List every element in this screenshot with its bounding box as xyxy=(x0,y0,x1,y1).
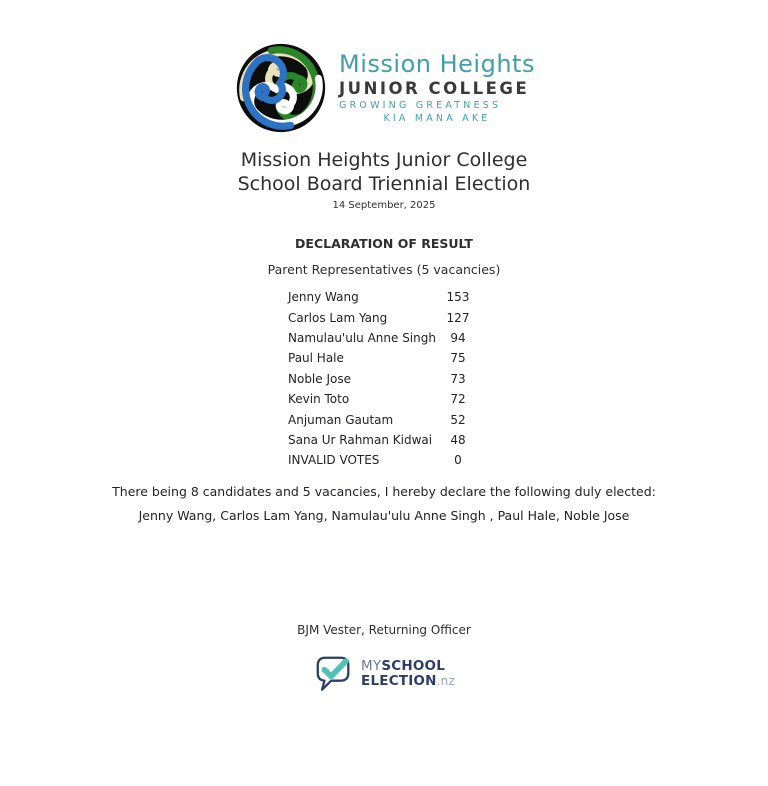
candidate-votes: 73 xyxy=(450,371,466,386)
result-row xyxy=(288,348,480,368)
candidate-name: Anjuman Gautam xyxy=(288,412,394,427)
candidate-votes: 72 xyxy=(450,392,466,407)
candidate-name: Jenny Wang xyxy=(288,290,359,305)
results-table xyxy=(288,287,480,471)
brand-my: MY xyxy=(361,657,382,674)
school-name-line1: Mission Heights xyxy=(339,49,535,78)
declaration-subheading: Parent Representatives (5 vacancies) xyxy=(267,262,501,277)
declaration-paragraph xyxy=(0,480,768,529)
result-row xyxy=(288,430,480,450)
elected-candidates-list: Jenny Wang, Carlos Lam Yang, Namulau'ulu Anne Singh , Paul Hale, Noble Jose xyxy=(138,508,630,524)
school-tagline-line2: KIA MANA AKE xyxy=(383,113,491,125)
declaration-statement: There being 8 candidates and 5 vacancies, I hereby declare the following duly elected: xyxy=(112,483,656,499)
result-row xyxy=(288,307,480,327)
brand-election: ELECTION xyxy=(361,672,437,689)
candidate-name: Noble Jose xyxy=(288,371,351,386)
candidate-votes: 94 xyxy=(450,330,466,345)
result-row xyxy=(288,450,480,470)
candidate-name: Kevin Toto xyxy=(288,392,350,407)
result-row xyxy=(288,287,480,307)
page-title-line1: Mission Heights Junior College xyxy=(240,149,528,171)
brand-wordmark xyxy=(361,659,455,689)
koru-emblem-icon xyxy=(233,40,329,136)
result-row xyxy=(288,389,480,409)
candidate-votes: 75 xyxy=(450,351,466,366)
brand-nz: .nz xyxy=(436,673,455,688)
candidate-votes: 0 xyxy=(454,453,462,468)
brand-school: SCHOOL xyxy=(381,657,446,674)
school-logo xyxy=(0,40,768,136)
result-row xyxy=(288,328,480,348)
page-title xyxy=(0,149,768,196)
returning-officer-line: BJM Vester, Returning Officer xyxy=(297,622,471,637)
candidate-name: Namulau'ulu Anne Singh xyxy=(288,330,436,345)
school-tagline-line1: GROWING GREATNESS xyxy=(339,100,502,112)
declaration-of-result-page xyxy=(0,40,768,786)
election-date: 14 September, 2025 xyxy=(332,200,436,211)
brand-line1 xyxy=(361,659,455,674)
candidate-name: Paul Hale xyxy=(288,351,344,366)
result-row xyxy=(288,369,480,389)
school-name-line2: JUNIOR COLLEGE xyxy=(339,78,530,98)
candidate-name: Sana Ur Rahman Kidwai xyxy=(288,432,433,447)
brand-line2 xyxy=(361,674,455,689)
checkmark-speech-bubble-icon xyxy=(313,653,355,695)
candidate-name: Carlos Lam Yang xyxy=(288,310,388,325)
school-logo-text xyxy=(339,49,535,125)
page-title-line2: School Board Triennial Election xyxy=(237,172,531,195)
candidate-votes: 153 xyxy=(446,290,470,305)
myschoolelection-logo[interactable] xyxy=(0,653,768,695)
candidate-name: INVALID VOTES xyxy=(288,453,380,468)
candidate-votes: 127 xyxy=(446,310,470,325)
declaration-heading: DECLARATION OF RESULT xyxy=(295,236,473,251)
result-row xyxy=(288,409,480,429)
candidate-votes: 48 xyxy=(450,432,466,447)
candidate-votes: 52 xyxy=(450,412,466,427)
